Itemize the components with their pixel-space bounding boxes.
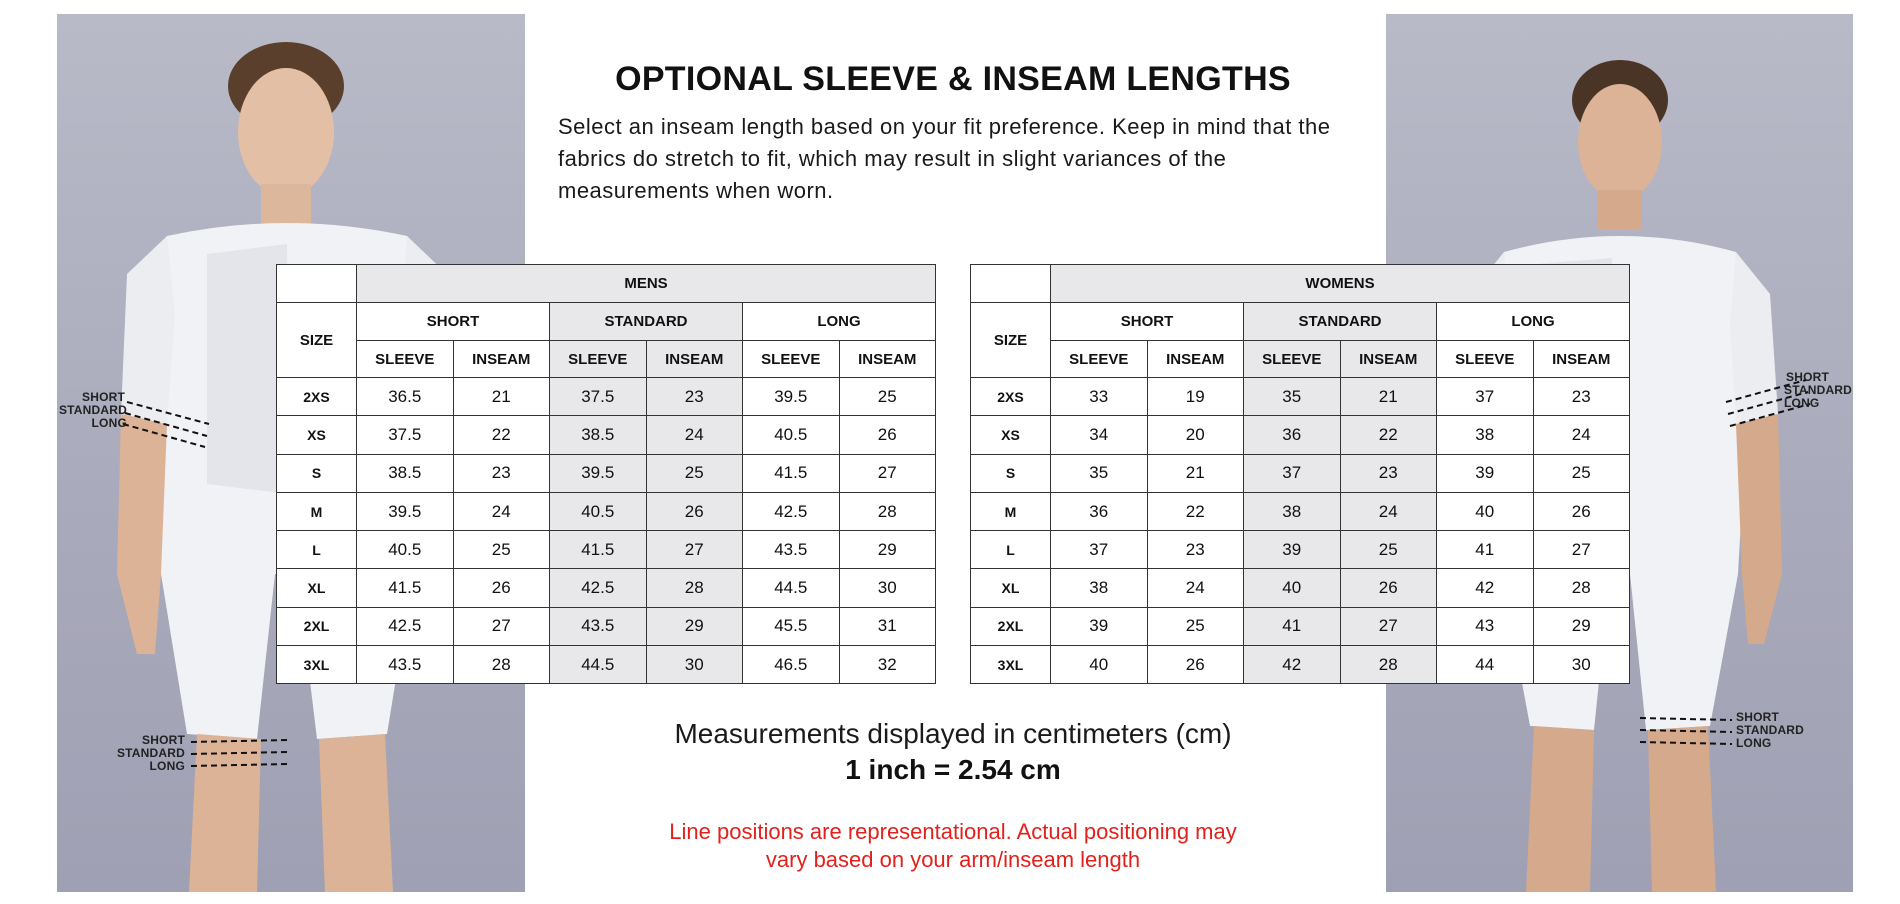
- inseam-header: INSEAM: [1533, 341, 1630, 378]
- size-cell: XL: [971, 569, 1051, 607]
- long-sleeve-cell: 39.5: [743, 378, 840, 416]
- size-cell: S: [277, 454, 357, 492]
- short-inseam-cell: 25: [453, 531, 550, 569]
- disclaimer-line-2: vary based on your arm/inseam length: [765, 847, 1141, 872]
- long-inseam-cell: 30: [1533, 646, 1630, 684]
- long-inseam-cell: 26: [839, 416, 936, 454]
- long-inseam-cell: 31: [839, 607, 936, 645]
- inseam-header: INSEAM: [1147, 341, 1244, 378]
- size-cell: XS: [971, 416, 1051, 454]
- standard-sleeve-cell: 39.5: [550, 454, 647, 492]
- size-cell: L: [277, 531, 357, 569]
- long-inseam-cell: 25: [1533, 454, 1630, 492]
- short-inseam-cell: 28: [453, 646, 550, 684]
- long-inseam-cell: 26: [1533, 492, 1630, 530]
- disclaimer-note: [600, 818, 1306, 874]
- standard-sleeve-cell: 40.5: [550, 492, 647, 530]
- standard-sleeve-cell: 39: [1244, 531, 1341, 569]
- womens-inseam-label-short: SHORT: [1736, 710, 1779, 724]
- page-title: OPTIONAL SLEEVE & INSEAM LENGTHS: [615, 60, 1291, 98]
- short-inseam-cell: 23: [1147, 531, 1244, 569]
- table-row: [277, 454, 936, 492]
- sleeve-header: SLEEVE: [1244, 341, 1341, 378]
- long-sleeve-cell: 38: [1437, 416, 1534, 454]
- table-row: [971, 416, 1630, 454]
- standard-inseam-cell: 25: [646, 454, 743, 492]
- table-row: [277, 569, 936, 607]
- short-sleeve-cell: 43.5: [357, 646, 454, 684]
- mens-inseam-label-short: SHORT: [142, 733, 185, 747]
- inseam-header: INSEAM: [1340, 341, 1437, 378]
- intro-text: Select an inseam length based on your fit preference. Keep in mind that the fabrics do stretch to fit, which may result in slight variances of the measurements when worn.: [558, 114, 1331, 203]
- standard-group-header: STANDARD: [1244, 303, 1437, 341]
- long-sleeve-cell: 44.5: [743, 569, 840, 607]
- short-sleeve-cell: 33: [1051, 378, 1148, 416]
- table-row: [277, 416, 936, 454]
- size-cell: 2XS: [277, 378, 357, 416]
- womens-sleeve-label-short: SHORT: [1786, 370, 1829, 384]
- standard-sleeve-cell: 38.5: [550, 416, 647, 454]
- long-sleeve-cell: 45.5: [743, 607, 840, 645]
- table-row: [277, 646, 936, 684]
- standard-inseam-cell: 21: [1340, 378, 1437, 416]
- size-cell: XL: [277, 569, 357, 607]
- table-row: [277, 492, 936, 530]
- long-inseam-cell: 29: [1533, 607, 1630, 645]
- standard-sleeve-cell: 37.5: [550, 378, 647, 416]
- mens-inseam-label-standard: STANDARD: [116, 746, 185, 760]
- mens-size-table: [276, 264, 936, 684]
- short-sleeve-cell: 37.5: [357, 416, 454, 454]
- womens-inseam-label-standard: STANDARD: [1736, 723, 1805, 737]
- inseam-header: INSEAM: [839, 341, 936, 378]
- standard-sleeve-cell: 36: [1244, 416, 1341, 454]
- long-sleeve-cell: 41: [1437, 531, 1534, 569]
- short-inseam-cell: 27: [453, 607, 550, 645]
- standard-inseam-cell: 28: [646, 569, 743, 607]
- conversion-note: 1 inch = 2.54 cm: [845, 754, 1061, 785]
- mens-table-body: [277, 378, 936, 684]
- inseam-header: INSEAM: [646, 341, 743, 378]
- standard-inseam-cell: 28: [1340, 646, 1437, 684]
- short-inseam-cell: 25: [1147, 607, 1244, 645]
- short-group-header: SHORT: [357, 303, 550, 341]
- short-inseam-cell: 19: [1147, 378, 1244, 416]
- short-inseam-cell: 22: [1147, 492, 1244, 530]
- long-group-header: LONG: [1437, 303, 1630, 341]
- size-cell: M: [971, 492, 1051, 530]
- mens-inseam-label-long: LONG: [149, 759, 185, 773]
- size-cell: 2XS: [971, 378, 1051, 416]
- short-inseam-cell: 24: [453, 492, 550, 530]
- long-sleeve-cell: 40: [1437, 492, 1534, 530]
- standard-inseam-cell: 26: [1340, 569, 1437, 607]
- standard-inseam-cell: 30: [646, 646, 743, 684]
- long-inseam-cell: 24: [1533, 416, 1630, 454]
- short-inseam-cell: 21: [1147, 454, 1244, 492]
- size-header: SIZE: [971, 303, 1051, 378]
- table-row: [971, 378, 1630, 416]
- standard-inseam-cell: 23: [646, 378, 743, 416]
- standard-inseam-cell: 22: [1340, 416, 1437, 454]
- short-sleeve-cell: 41.5: [357, 569, 454, 607]
- standard-sleeve-cell: 42.5: [550, 569, 647, 607]
- short-sleeve-cell: 36: [1051, 492, 1148, 530]
- long-inseam-cell: 28: [1533, 569, 1630, 607]
- mens-table-title: MENS: [357, 265, 936, 303]
- disclaimer-line-1: Line positions are representational. Actual positioning may: [669, 819, 1237, 844]
- long-sleeve-cell: 43: [1437, 607, 1534, 645]
- table-row: [277, 531, 936, 569]
- table-row: [971, 607, 1630, 645]
- standard-inseam-cell: 27: [1340, 607, 1437, 645]
- standard-inseam-cell: 24: [646, 416, 743, 454]
- standard-sleeve-cell: 43.5: [550, 607, 647, 645]
- inseam-header: INSEAM: [453, 341, 550, 378]
- long-sleeve-cell: 39: [1437, 454, 1534, 492]
- long-inseam-cell: 30: [839, 569, 936, 607]
- standard-inseam-cell: 29: [646, 607, 743, 645]
- long-sleeve-cell: 46.5: [743, 646, 840, 684]
- short-sleeve-cell: 37: [1051, 531, 1148, 569]
- standard-inseam-cell: 27: [646, 531, 743, 569]
- size-cell: XS: [277, 416, 357, 454]
- long-sleeve-cell: 41.5: [743, 454, 840, 492]
- size-cell: L: [971, 531, 1051, 569]
- short-group-header: SHORT: [1051, 303, 1244, 341]
- standard-sleeve-cell: 41: [1244, 607, 1341, 645]
- short-inseam-cell: 21: [453, 378, 550, 416]
- units-note: Measurements displayed in centimeters (cm): [674, 718, 1232, 749]
- sleeve-header: SLEEVE: [357, 341, 454, 378]
- long-inseam-cell: 27: [1533, 531, 1630, 569]
- standard-inseam-cell: 26: [646, 492, 743, 530]
- sleeve-header: SLEEVE: [1437, 341, 1534, 378]
- short-sleeve-cell: 38.5: [357, 454, 454, 492]
- table-row: [971, 531, 1630, 569]
- size-cell: M: [277, 492, 357, 530]
- short-inseam-cell: 26: [453, 569, 550, 607]
- standard-sleeve-cell: 42: [1244, 646, 1341, 684]
- long-inseam-cell: 28: [839, 492, 936, 530]
- short-inseam-cell: 22: [453, 416, 550, 454]
- standard-sleeve-cell: 38: [1244, 492, 1341, 530]
- table-row: [971, 454, 1630, 492]
- long-inseam-cell: 25: [839, 378, 936, 416]
- standard-sleeve-cell: 35: [1244, 378, 1341, 416]
- table-row: [971, 646, 1630, 684]
- short-sleeve-cell: 39.5: [357, 492, 454, 530]
- sleeve-header: SLEEVE: [1051, 341, 1148, 378]
- corner-cell: [277, 265, 357, 303]
- standard-sleeve-cell: 41.5: [550, 531, 647, 569]
- short-inseam-cell: 23: [453, 454, 550, 492]
- womens-sleeve-label-long: LONG: [1784, 396, 1820, 410]
- short-sleeve-cell: 34: [1051, 416, 1148, 454]
- short-sleeve-cell: 35: [1051, 454, 1148, 492]
- long-sleeve-cell: 40.5: [743, 416, 840, 454]
- size-header: SIZE: [277, 303, 357, 378]
- mens-sleeve-label-short: SHORT: [82, 390, 125, 404]
- short-inseam-cell: 26: [1147, 646, 1244, 684]
- long-inseam-cell: 29: [839, 531, 936, 569]
- long-sleeve-cell: 37: [1437, 378, 1534, 416]
- short-inseam-cell: 24: [1147, 569, 1244, 607]
- table-row: [277, 378, 936, 416]
- short-sleeve-cell: 36.5: [357, 378, 454, 416]
- table-row: [971, 492, 1630, 530]
- womens-inseam-label-long: LONG: [1736, 736, 1772, 750]
- standard-inseam-cell: 25: [1340, 531, 1437, 569]
- long-sleeve-cell: 42.5: [743, 492, 840, 530]
- long-sleeve-cell: 43.5: [743, 531, 840, 569]
- standard-group-header: STANDARD: [550, 303, 743, 341]
- standard-sleeve-cell: 37: [1244, 454, 1341, 492]
- long-inseam-cell: 27: [839, 454, 936, 492]
- size-cell: 3XL: [277, 646, 357, 684]
- sleeve-header: SLEEVE: [550, 341, 647, 378]
- table-row: [971, 569, 1630, 607]
- womens-sleeve-label-standard: STANDARD: [1784, 383, 1853, 397]
- short-sleeve-cell: 39: [1051, 607, 1148, 645]
- long-inseam-cell: 32: [839, 646, 936, 684]
- size-cell: 2XL: [971, 607, 1051, 645]
- standard-inseam-cell: 23: [1340, 454, 1437, 492]
- short-sleeve-cell: 42.5: [357, 607, 454, 645]
- long-group-header: LONG: [743, 303, 936, 341]
- standard-inseam-cell: 24: [1340, 492, 1437, 530]
- womens-table-title: WOMENS: [1051, 265, 1630, 303]
- standard-sleeve-cell: 40: [1244, 569, 1341, 607]
- size-cell: S: [971, 454, 1051, 492]
- standard-sleeve-cell: 44.5: [550, 646, 647, 684]
- womens-table-body: [971, 378, 1630, 684]
- short-sleeve-cell: 38: [1051, 569, 1148, 607]
- size-cell: 2XL: [277, 607, 357, 645]
- sleeve-header: SLEEVE: [743, 341, 840, 378]
- short-sleeve-cell: 40.5: [357, 531, 454, 569]
- mens-sleeve-label-standard: STANDARD: [58, 403, 127, 417]
- long-inseam-cell: 23: [1533, 378, 1630, 416]
- size-cell: 3XL: [971, 646, 1051, 684]
- mens-sleeve-label-long: LONG: [91, 416, 127, 430]
- long-sleeve-cell: 42: [1437, 569, 1534, 607]
- table-row: [277, 607, 936, 645]
- womens-size-table: [970, 264, 1630, 684]
- long-sleeve-cell: 44: [1437, 646, 1534, 684]
- short-inseam-cell: 20: [1147, 416, 1244, 454]
- corner-cell: [971, 265, 1051, 303]
- short-sleeve-cell: 40: [1051, 646, 1148, 684]
